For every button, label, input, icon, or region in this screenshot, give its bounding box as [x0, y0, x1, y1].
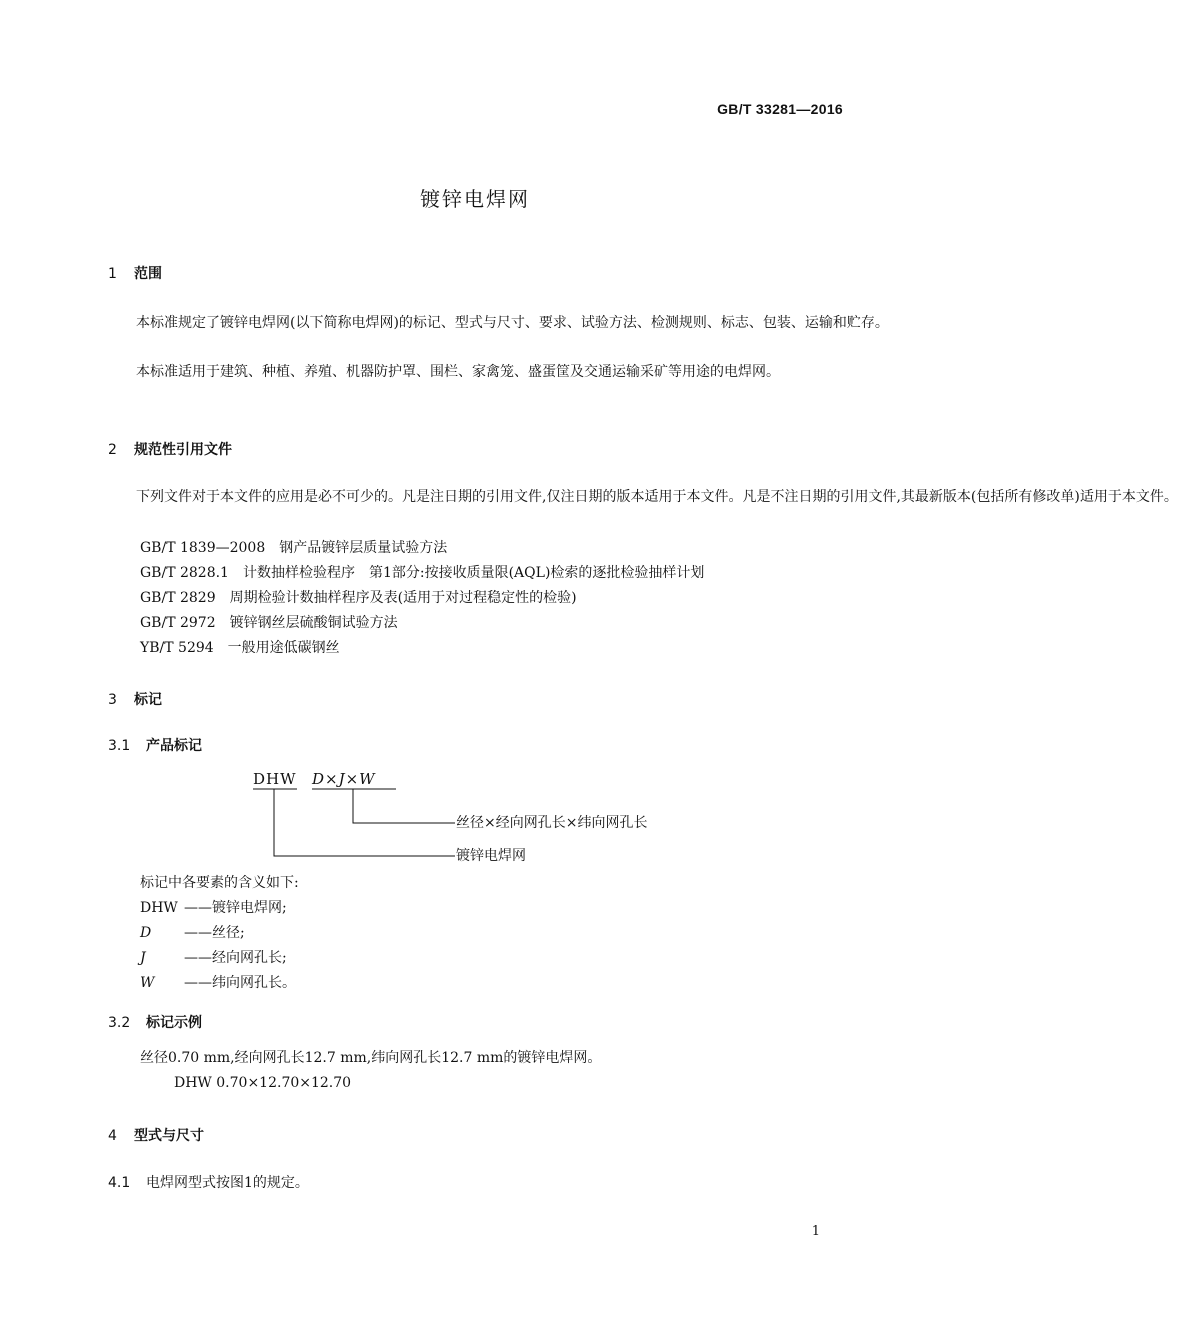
definition-symbol: J	[140, 950, 146, 966]
scope-paragraph-1: 本标准规定了镀锌电焊网(以下简称电焊网)的标记、型式与尺寸、要求、试验方法、检测规则、标志、包装、运输和贮存。	[136, 315, 889, 331]
reference-title: 一般用途低碳钢丝	[227, 640, 340, 656]
reference-title: 镀锌钢丝层硫酸铜试验方法	[229, 615, 398, 631]
definition-symbol: D	[140, 925, 152, 941]
definition-item	[140, 923, 245, 943]
section-title: 规范性引用文件	[134, 442, 232, 458]
document-title: 镀锌电焊网	[420, 187, 530, 211]
section-4-heading	[108, 1125, 204, 1145]
example-text: 丝径0.70 mm,经向网孔长12.7 mm,纬向网孔长12.7 mm的镀锌电焊网。	[140, 1050, 602, 1066]
definition-meaning: ——纬向网孔长。	[184, 975, 296, 991]
marking-prefix: DHW	[253, 770, 297, 788]
section-title: 标记	[134, 692, 162, 708]
reference-title: 周期检验计数抽样程序及表(适用于对过程稳定性的检验)	[229, 590, 577, 606]
reference-title: 钢产品镀锌层质量试验方法	[279, 540, 448, 556]
section-number: 3	[108, 692, 117, 708]
dimensions-leader-line	[353, 789, 455, 823]
definition-item	[140, 948, 287, 968]
dimensions-callout: 丝径×经向网孔长×纬向网孔长	[456, 815, 648, 831]
section-number: 4	[108, 1128, 117, 1144]
definition-meaning: ——丝径;	[184, 925, 245, 941]
scope-paragraph-2: 本标准适用于建筑、种植、养殖、机器防护罩、围栏、家禽笼、盛蛋筐及交通运输采矿等用途的电焊网。	[136, 364, 780, 380]
subsection-3-2-heading	[108, 1012, 202, 1032]
reference-code: GB/T 2828.1	[140, 565, 229, 581]
section-number: 3.1	[108, 738, 131, 754]
definition-item	[140, 898, 287, 918]
section-number: 3.2	[108, 1015, 131, 1031]
section-title: 产品标记	[146, 738, 202, 754]
references-intro: 下列文件对于本文件的应用是必不可少的。凡是注日期的引用文件,仅注日期的版本适用于本文件。凡是不注日期的引用文件,其最新版本(包括所有修改单)适用于本文件。	[136, 489, 1178, 505]
marking-formula: D×J×W	[312, 770, 376, 788]
example-code: DHW 0.70×12.70×12.70	[174, 1075, 352, 1091]
definition-meaning: ——经向网孔长;	[184, 950, 287, 966]
definition-item	[140, 973, 296, 993]
reference-code: GB/T 2972	[140, 615, 216, 631]
definition-symbol: DHW	[140, 900, 178, 916]
reference-code: YB/T 5294	[140, 640, 214, 656]
section-title: 标记示例	[146, 1015, 202, 1031]
section-number: 2	[108, 442, 117, 458]
section-number: 1	[108, 266, 117, 282]
page-number: 1	[811, 1224, 820, 1239]
clause-4-1	[108, 1173, 309, 1193]
section-title: 范围	[134, 266, 162, 282]
clause-text: 电焊网型式按图1的规定。	[146, 1175, 309, 1191]
clause-number: 4.1	[108, 1175, 131, 1191]
reference-title: 计数抽样检验程序 第1部分:按接收质量限(AQL)检索的逐批检验抽样计划	[242, 565, 705, 581]
reference-code: GB/T 2829	[140, 590, 216, 606]
standard-code: GB/T 33281—2016	[717, 101, 843, 117]
product-callout: 镀锌电焊网	[456, 848, 526, 864]
definition-meaning: ——镀锌电焊网;	[184, 900, 287, 916]
definitions-intro: 标记中各要素的含义如下:	[140, 875, 299, 891]
definition-symbol: W	[140, 975, 155, 991]
reference-code: GB/T 1839—2008	[140, 540, 266, 556]
section-title: 型式与尺寸	[134, 1128, 204, 1144]
